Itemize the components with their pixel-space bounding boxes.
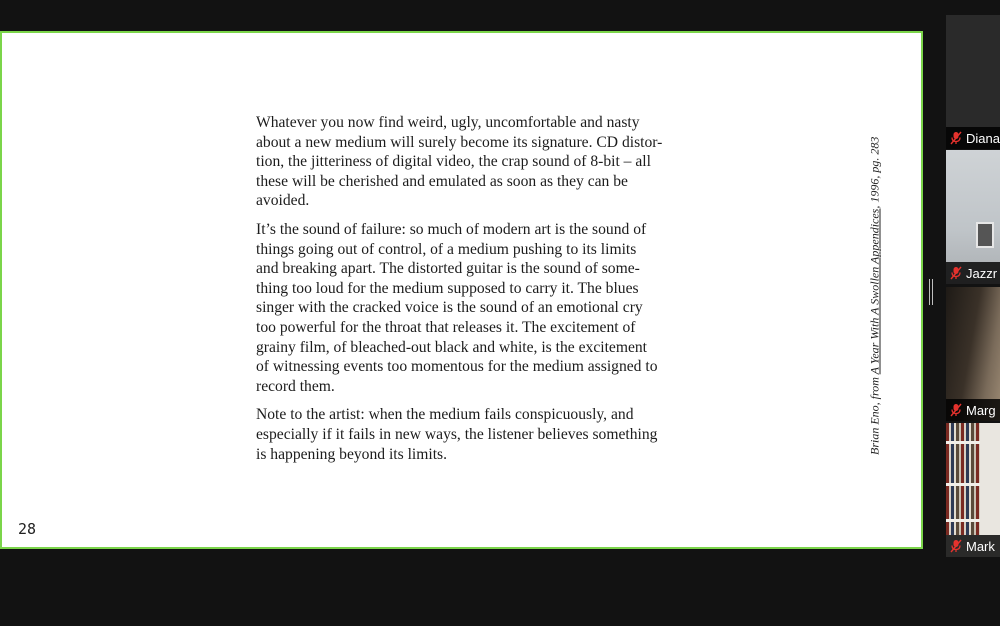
name-bar <box>946 399 1000 421</box>
muted-microphone-icon <box>950 266 962 280</box>
participant-gallery <box>946 0 1000 626</box>
participant-name: Diana <box>966 130 1000 146</box>
participant-name: Mark <box>966 538 995 554</box>
name-bar <box>946 535 1000 557</box>
citation-suffix: , 1996, pg. 283 <box>867 136 882 209</box>
muted-microphone-icon <box>950 403 962 417</box>
muted-microphone-icon <box>950 539 962 553</box>
citation <box>867 136 883 455</box>
picture-frame <box>976 222 994 248</box>
slide-text <box>256 113 676 473</box>
shared-screen <box>0 31 923 549</box>
participant-tile-jazzr[interactable] <box>946 150 1000 284</box>
participant-name: Jazzr <box>966 265 998 281</box>
citation-prefix: Brian Eno, from <box>867 374 882 455</box>
participant-tile-marg[interactable] <box>946 287 1000 421</box>
shelf-divider <box>946 441 980 444</box>
paragraph-3: Note to the artist: when the medium fails conspicuously, and especially if it fails in new ways, the listener believes something is happening beyond its limits. <box>256 406 658 463</box>
participant-name: Marg <box>966 402 996 418</box>
participant-tile-diana[interactable] <box>946 15 1000 149</box>
citation-book-title: A Year With A Swollen Appendices <box>867 208 882 375</box>
split-view-resize-handle[interactable] <box>929 279 933 305</box>
page-number: 28 <box>18 520 37 538</box>
name-bar <box>946 262 1000 284</box>
shelf-divider <box>946 483 980 486</box>
muted-microphone-icon <box>950 131 962 145</box>
shelf-divider <box>946 519 980 522</box>
paragraph-2: It’s the sound of failure: so much of modern art is the sound of things going out of control, of a medium pushing to its limits and breaking apart. The distorted guitar is the sound of some- thing too loud for the medium supposed to carry it. The blues singer with the cracked voice is the sound of an emotional cry too powerful for the throat that releases it. The excitement of grainy film, of bleached-out black and white, is the excitement of witnessing events too momentous for the medium assigned to record them. <box>256 220 658 395</box>
participant-tile-mark[interactable] <box>946 423 1000 557</box>
paragraph-1: Whatever you now find weird, ugly, uncomfortable and nasty about a new medium will surely become its signature. CD distor- tion, the jitteriness of digital video, the crap sound of 8-bit – all these will be cherished and emulated as soon as they can be avoided. <box>256 114 663 210</box>
name-bar <box>946 127 1000 149</box>
